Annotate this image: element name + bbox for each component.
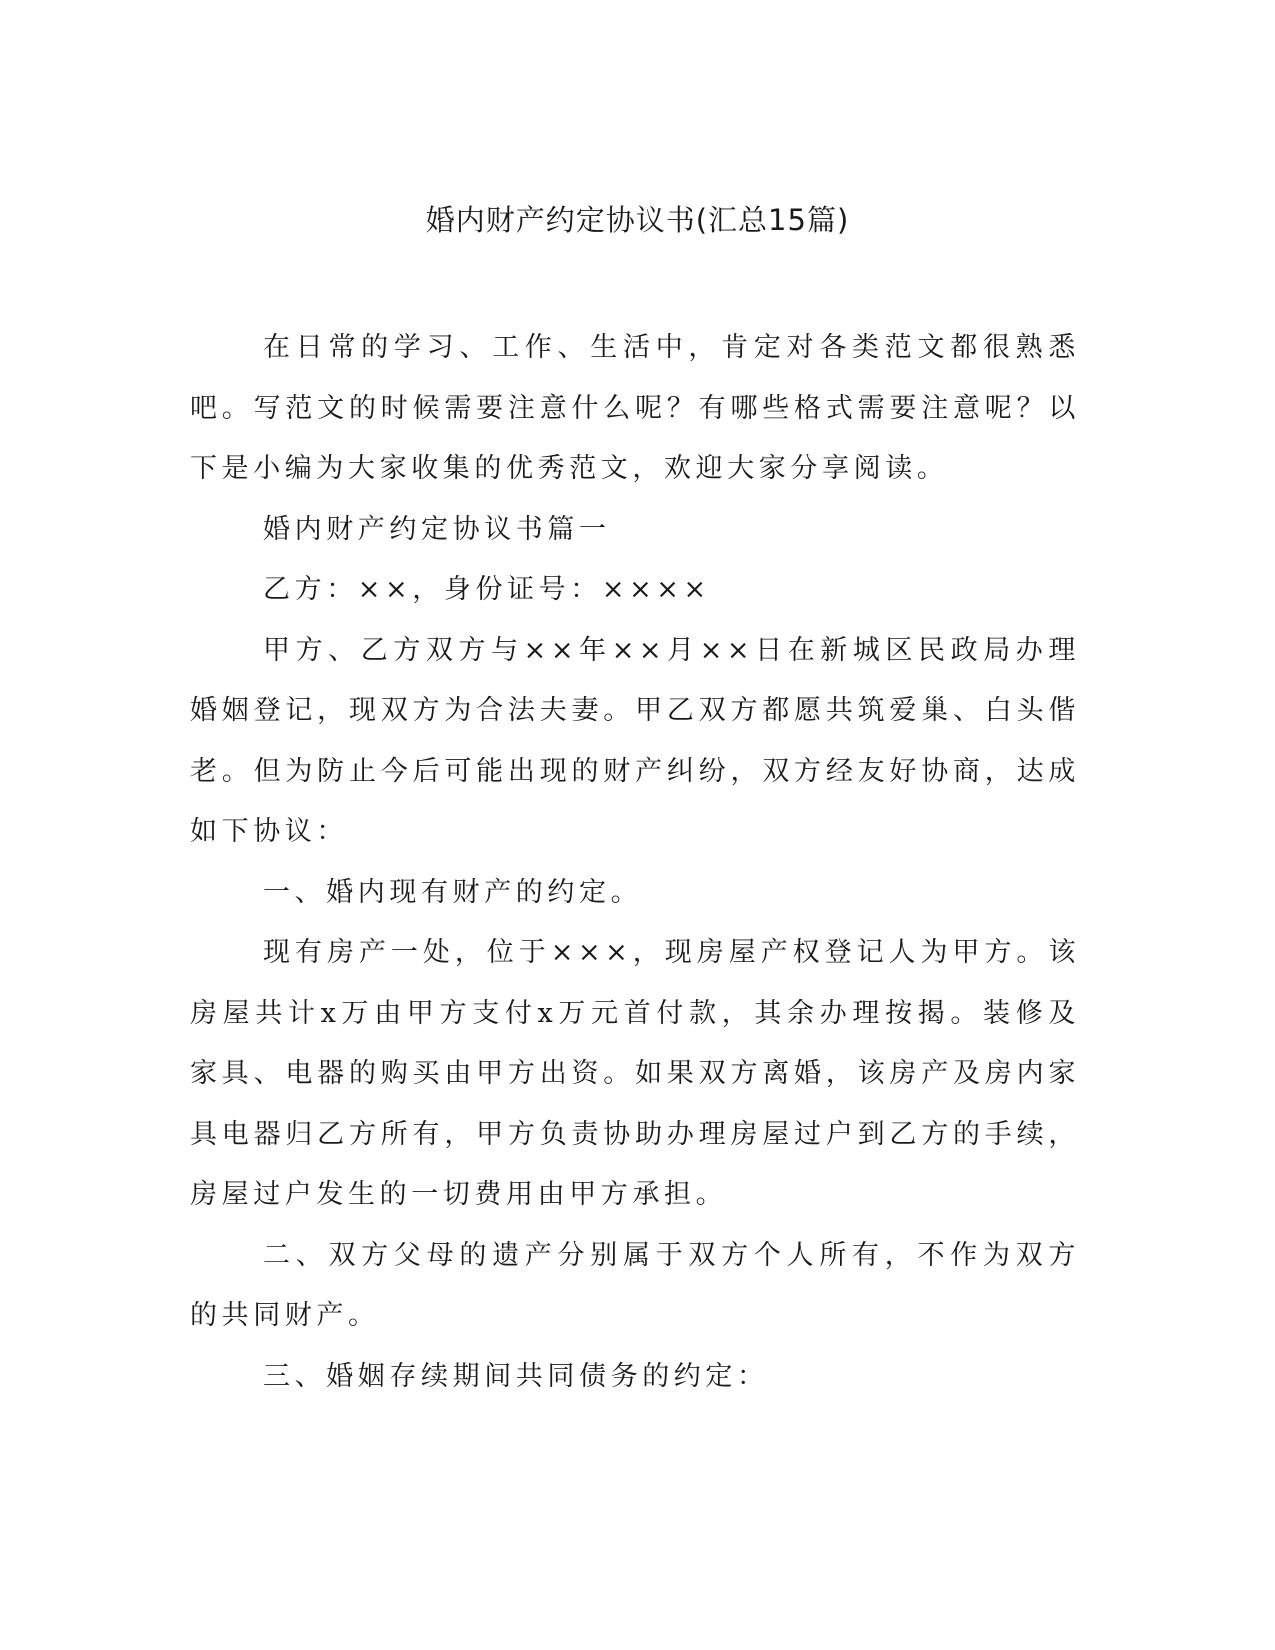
clause-2: 二、双方父母的遗产分别属于双方个人所有，不作为双方的共同财产。 [190,1239,1080,1331]
intro-paragraph: 在日常的学习、工作、生活中，肯定对各类范文都很熟悉吧。写范文的时候需要注意什么呢？有哪些格式需要注意呢？以下是小编为大家收集的优秀范文，欢迎大家分享阅读。 [190,332,1080,484]
preamble-paragraph: 甲方、乙方双方与××年××月××日在新城区民政局办理婚姻登记，现双方为合法夫妻。甲乙双方都愿共筑爱巢、白头偕老。但为防止今后可能出现的财产纠纷，双方经友好协商，达成如下协议： [190,634,1080,847]
clause-1-body: 现有房产一处，位于×××，现房屋产权登记人为甲方。该房屋共计x万由甲方支付x万元首付款，其余办理按揭。装修及家具、电器的购买由甲方出资。如果双方离婚，该房产及房内家具电器归乙方所有，甲方负责协助办理房屋过户到乙方的手续，房屋过户发生的一切费用由甲方承担。 [190,937,1080,1210]
clause-3-heading: 三、婚姻存续期间共同债务的约定： [263,1360,769,1392]
section-heading: 婚内财产约定协议书篇一 [263,513,611,545]
document-body [190,318,1080,1407]
clause-1-heading: 一、婚内现有财产的约定。 [263,876,643,908]
document-title: 婚内财产约定协议书(汇总15篇) [425,203,850,237]
party-b-line: 乙方：××，身份证号：×××× [263,574,711,605]
